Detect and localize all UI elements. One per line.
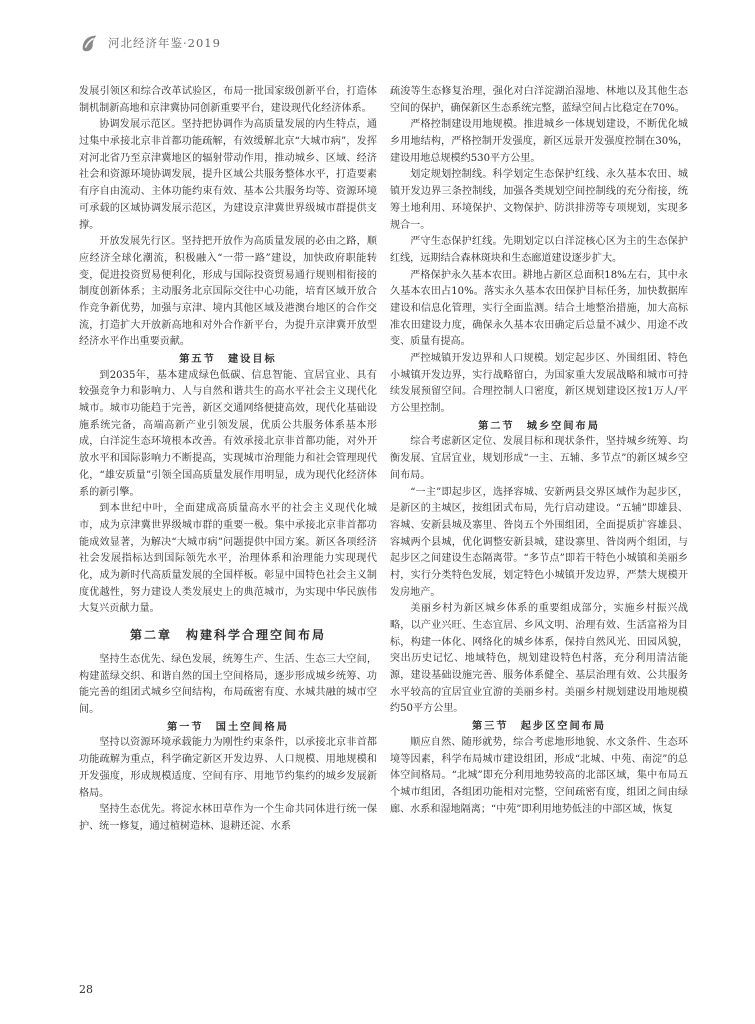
- paragraph: 综合考虑新区定位、发展目标和现状条件，坚持城乡统筹、均衡发展、宜居宜业，规划形成“一主、五辅、多节点”的新区城乡空间布局。: [390, 436, 688, 481]
- paragraph: 到2035年，基本建成绿色低碳、信息智能、宜居宜业、具有较强竞争力和影响力、人与自然和谐共生的高水平社会主义现代化城市。城市功能趋于完善，新区交通网络便捷高效，现代化基础设施系统完备，高端高新产业引领发展，优质公共服务体系基本形成，白洋淀生态环境根本改善。有效承接北京非首都功能，对外开放水平和国际影响力不断提高，实现城市治理能力和社会管理现代化，“雄安质量”引领全国高质量发展作用明显，成为现代化经济体系的新引擎。: [79, 369, 377, 498]
- paragraph: 坚持生态优先。将淀水林田草作为一个生命共同体进行统一保护、统一修复，通过植树造林、退耕还淀、水系: [79, 804, 377, 832]
- paragraph: 划定规划控制线。科学划定生态保护红线、永久基本农田、城镇开发边界三条控制线，加强各类规划空间控制线的充分衔接，统筹土地利用、环境保护、文物保护、防洪排涝等专项规划，实现多规合一。: [390, 169, 688, 231]
- page-number: 28: [79, 983, 93, 996]
- paragraph: 严守生态保护红线。先期划定以白洋淀核心区为主的生态保护红线，远期结合森林斑块和生态廊道建设逐步扩大。: [390, 236, 688, 264]
- paragraph: 开放发展先行区。坚持把开放作为高质量发展的必由之路，顺应经济全球化潮流，积极融入“一带一路”建设，加快政府职能转变，促进投资贸易便利化，形成与国际投资贸易通行规则相衔接的制度创新体系；主动服务北京国际交往中心功能，培育区域开放合作竞争新优势，加强与京津、境内其他区域及港澳台地区的合作交流，打造扩大开放新高地和对外合作新平台，为提升京津冀开放型经济水平作出重要贡献。: [79, 236, 377, 348]
- yearbook-title: 河北经济年鉴·2019: [108, 36, 221, 50]
- right-column: [390, 84, 688, 818]
- paragraph: 发展引领区和综合改革试验区，布局一批国家级创新平台，打造体制机制新高地和京津冀协同创新重要平台，建设现代化经济体系。: [79, 86, 377, 114]
- paragraph: 疏浚等生态修复治理，强化对白洋淀湖泊湿地、林地以及其他生态空间的保护，确保新区生态系统完整，蓝绿空间占比稳定在70%。: [390, 86, 688, 114]
- paragraph: “一主”即起步区，选择容城、安新两县交界区域作为起步区，是新区的主城区，按组团式布局，先行启动建设。“五辅”即雄县、容城、安新县城及寨里、昝岗五个外围组团，全面提质扩容雄县、容城两个县城，优化调整安新县城，建设寨里、昝岗两个组团，与起步区之间建设生态隔离带。“多节点”即若干特色小城镇和美丽乡村，实行分类特色发展，划定特色小城镇开发边界，严禁大规模开发房地产。: [390, 486, 688, 598]
- paragraph: 严控城镇开发边界和人口规模。划定起步区、外围组团、特色小城镇开发边界，实行战略留白，为国家重大发展战略和城市可持续发展预留空间。合理控制人口密度，新区规划建设区按1万人/平方公里控制。: [390, 353, 688, 415]
- section-heading: 第五节 建设目标: [179, 353, 277, 365]
- paragraph: 坚持生态优先、绿色发展，统筹生产、生活、生态三大空间，构建蓝绿交织、和谐自然的国土空间格局，逐步形成城乡统筹、功能完善的组团式城乡空间结构，布局疏密有度、水城共融的城市空间。: [79, 654, 377, 716]
- section-heading: 第一节 国土空间格局: [167, 720, 289, 733]
- paragraph: 顺应自然、随形就势，综合考虑地形地貌、水文条件、生态环境等因素，科学布局城市建设组团，形成“北城、中苑、南淀”的总体空间格局。“北城”即充分利用地势较高的北部区域，集中布局五个城市组团，各组团功能相对完整，空间疏密有度，组团之间由绿廊、水系和湿地隔离；“中苑”即利用地势低洼的中部区域，恢复: [390, 736, 688, 815]
- paragraph: 严格控制建设用地规模。推进城乡一体规划建设，不断优化城乡用地结构，严格控制开发强度，新区远景开发强度控制在30%，建设用地总规模约530平方公里。: [390, 119, 688, 164]
- left-column: [79, 84, 377, 836]
- section-heading: 第二节 城乡空间布局: [478, 419, 600, 432]
- paragraph: 协调发展示范区。坚持把协调作为高质量发展的内生特点，通过集中承接北京非首都功能疏解，有效缓解北京“大城市病”，发挥对河北省乃至京津冀地区的辐射带动作用，推动城乡、区域、经济社会和资源环境协调发展，提升区域公共服务整体水平，打造要素有序自由流动、主体功能约束有效、基本公共服务均等、资源环境可承载的区域协调发展示范区，为建设京津冀世界级城市群提供支撑。: [79, 119, 377, 231]
- paragraph: 到本世纪中叶，全面建成高质量高水平的社会主义现代化城市，成为京津冀世界级城市群的重要一极。集中承接北京非首都功能成效显著，为解决“大城市病”问题提供中国方案。新区各项经济社会发展指标达到国际领先水平，治理体系和治理能力实现现代化，成为新时代高质量发展的全国样板。彰显中国特色社会主义制度优越性，努力建设人类发展史上的典范城市，为实现中华民族伟大复兴贡献力量。: [79, 503, 377, 615]
- chapter-heading: 第二章 构建科学合理空间布局: [129, 628, 326, 642]
- running-header: [79, 30, 221, 56]
- paragraph: 美丽乡村为新区城乡体系的重要组成部分，实施乡村振兴战略，以产业兴旺、生态宜居、乡风文明、治理有效、生活富裕为目标，构建一体化、网络化的城乡体系，保持自然风光、田园风貌，突出历史记忆、地域特色，规划建设特色村落，充分利用清洁能源，建设基础设施完善、服务体系健全、基层治理有效、公共服务水平较高的宜居宜业宜游的美丽乡村。美丽乡村规划建设用地规模约50平方公里。: [390, 603, 688, 715]
- paragraph: 严格保护永久基本农田。耕地占新区总面积18%左右，其中永久基本农田占10%。落实永久基本农田保护目标任务，加快数据库建设和信息化管理，实行全面监测。结合土地整治措施，加大高标准农田建设力度，确保永久基本农田确定后总量不减少、用途不改变、质量有提高。: [390, 269, 688, 348]
- paragraph: 坚持以资源环境承载能力为刚性约束条件，以承接北京非首都功能疏解为重点，科学确定新区开发边界、人口规模、用地规模和开发强度，形成规模适度、空间有序、用地节约集约的城乡发展新格局。: [79, 737, 377, 799]
- section-heading: 第三节 起步区空间布局: [471, 720, 607, 733]
- leaf-swirl-icon: [79, 32, 101, 54]
